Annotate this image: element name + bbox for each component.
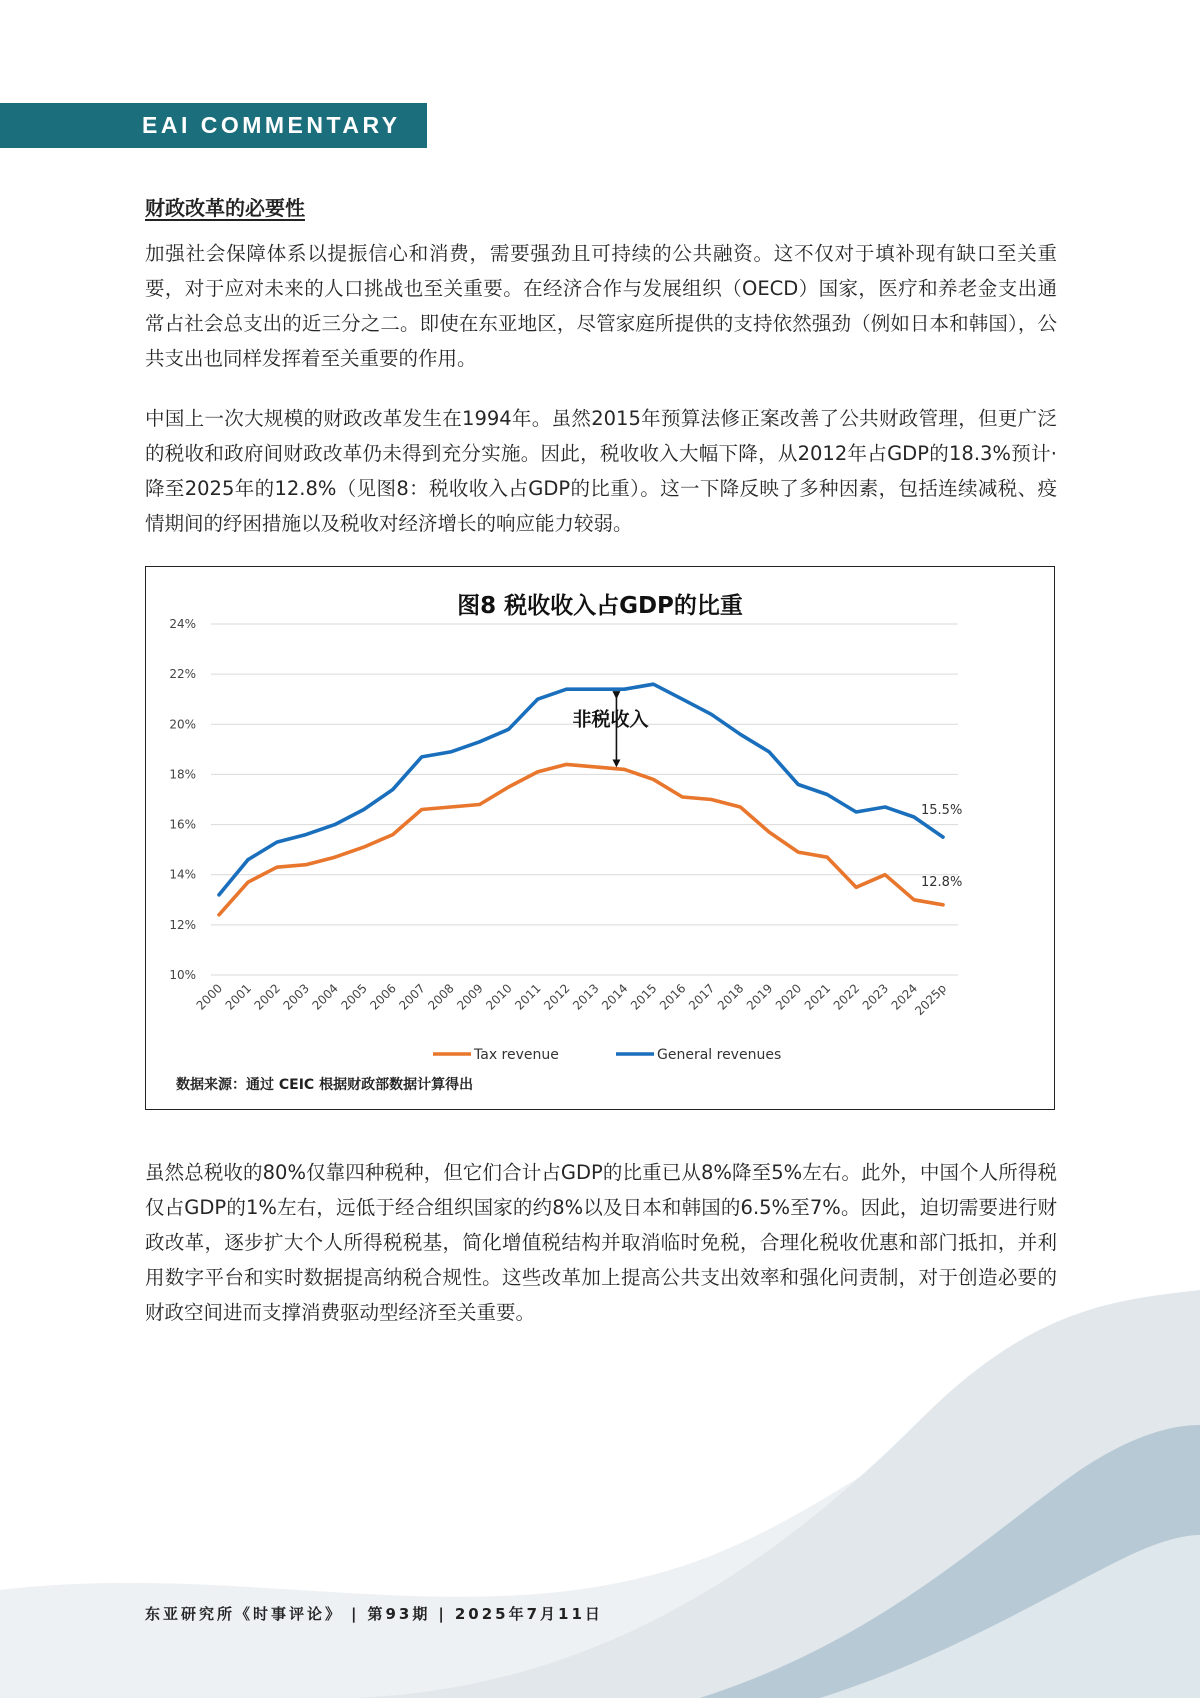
x-tick-label: 2021 [801, 981, 834, 1013]
data-source-note: 数据来源：通过 CEIC 根据财政部数据计算得出 [176, 1077, 474, 1093]
y-axis-tick-labels [169, 617, 196, 982]
eai-commentary-banner [0, 103, 427, 148]
y-tick-label: 12% [169, 917, 196, 932]
x-tick-label: 2003 [280, 981, 313, 1013]
chart-title: 图8 税收收入占GDP的比重 [457, 593, 743, 619]
chart-svg [146, 567, 1054, 1109]
x-tick-label: 2019 [743, 981, 776, 1013]
section-title: 财政改革的必要性 [145, 196, 305, 220]
legend-general-label: General revenues [657, 1047, 782, 1063]
x-tick-label: 2004 [309, 981, 341, 1013]
x-axis-tick-labels [194, 981, 949, 1018]
x-tick-label: 2007 [396, 981, 428, 1013]
footer-date: 2025年7月11日 [454, 1605, 603, 1623]
x-tick-label: 2008 [425, 981, 457, 1013]
legend-tax-label: Tax revenue [474, 1047, 559, 1063]
series-line-tax-revenue [219, 764, 943, 914]
x-tick-label: 2017 [685, 981, 718, 1013]
y-tick-label: 20% [169, 717, 196, 732]
x-tick-label: 2023 [859, 981, 892, 1013]
x-tick-label: 2006 [367, 981, 399, 1013]
end-label-tax-revenue: 12.8% [921, 874, 963, 890]
x-tick-label: 2013 [570, 981, 602, 1013]
paragraph-3: 虽然总税收的80%仅靠四种税种，但它们合计占GDP的比重已从8%降至5%左右。此外，中国个人所得税仅占GDP的1%左右，远低于经合组织国家的约8%以及日本和韩国的6.5%至7%。因此，迫切需要进行财政改革，逐步扩大个人所得税税基，简化增值税结构并取消临时免税，合理化税收优惠和部门抵扣，并利用数字平台和实时数据提高纳税合规性。这些改革加上提高公共支出效率和强化问责制，对于创造必要的财政空间进而支撑消费驱动型经济至关重要。 [145, 1161, 1057, 1324]
paragraph-1: 加强社会保障体系以提振信心和消费，需要强劲且可持续的公共融资。这不仅对于填补现有缺口至关重要，对于应对未来的人口挑战也至关重要。在经济合作与发展组织（OECD）国家，医疗和养老金支出通常占社会总支出的近三分之二。即使在东亚地区，尽管家庭所提供的支持依然强劲（例如日本和韩国），公共支出也同样发挥着至关重要的作用。 [145, 242, 1057, 370]
x-tick-label: 2012 [541, 981, 573, 1013]
x-tick-label: 2020 [772, 981, 805, 1013]
x-tick-label: 2025p [912, 981, 950, 1019]
x-tick-label: 2018 [714, 981, 747, 1013]
x-tick-label: 2011 [512, 981, 544, 1013]
paragraph-2: 中国上一次大规模的财政改革发生在1994年。虽然2015年预算法修正案改善了公共财政管理，但更广泛的税收和政府间财政改革仍未得到充分实施。因此，税收收入大幅下降，从2012年占GDP的18.3%预计·降至2025年的12.8%（见图8：税收收入占GDP的比重）。这一下降反映了多种因素，包括连续减税、疫情期间的纾困措施以及税收对经济增长的响应能力较弱。 [145, 407, 1057, 535]
figure-8-chart [145, 566, 1055, 1110]
end-label-general-revenues: 15.5% [921, 803, 963, 819]
x-tick-label: 2022 [830, 981, 863, 1013]
x-tick-label: 2015 [628, 981, 660, 1013]
y-tick-label: 22% [169, 667, 196, 682]
y-tick-label: 16% [169, 817, 196, 832]
banner-label: EAI COMMENTARY [142, 112, 401, 138]
x-tick-label: 2001 [222, 981, 255, 1013]
footer-issue: 第93期 [367, 1605, 431, 1623]
chart-legend [433, 1047, 781, 1063]
x-tick-label: 2016 [656, 981, 689, 1013]
y-tick-label: 14% [169, 867, 196, 882]
x-tick-label: 2005 [338, 981, 370, 1013]
page-footer: 东亚研究所《时事评论》 | 第93期 | 2025年7月11日 [145, 1605, 603, 1623]
x-tick-label: 2010 [483, 981, 515, 1013]
x-tick-label: 2024 [888, 981, 921, 1013]
y-tick-label: 10% [169, 968, 196, 982]
x-tick-label: 2002 [251, 981, 284, 1013]
non-tax-revenue-annotation: 非税收入 [572, 708, 649, 731]
x-tick-label: 2014 [599, 981, 631, 1013]
y-tick-label: 18% [169, 767, 196, 782]
footer-publication: 东亚研究所《时事评论》 [145, 1605, 344, 1623]
x-tick-label: 2009 [454, 981, 486, 1013]
gridlines [211, 624, 958, 975]
y-tick-label: 24% [169, 617, 196, 631]
x-tick-label: 2000 [193, 981, 226, 1013]
